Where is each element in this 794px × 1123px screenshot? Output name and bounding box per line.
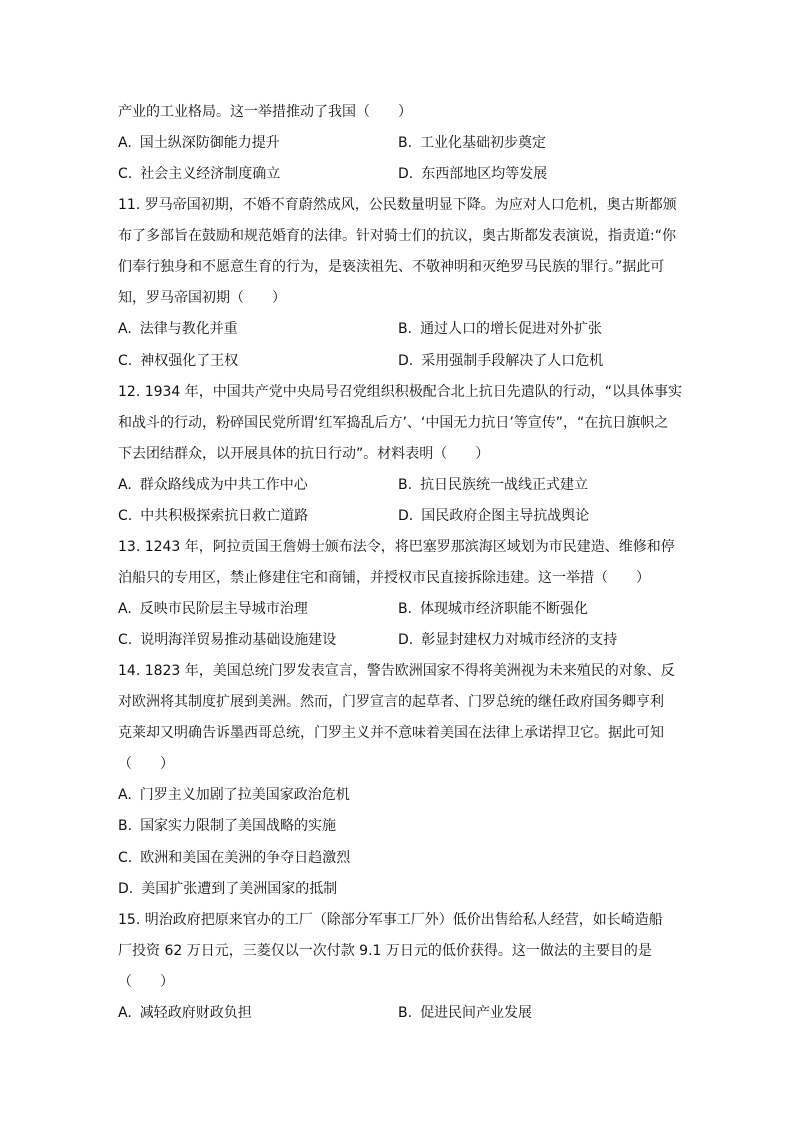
option-letter: A. [118, 787, 132, 804]
answer-option [118, 843, 443, 874]
option-text: 工业化基础初步奠定 [420, 135, 547, 152]
option-text: 美国扩张遭到了美洲国家的抵制 [141, 880, 338, 897]
answer-option [118, 128, 398, 159]
answer-option [398, 501, 678, 532]
option-text: 社会主义经济制度确立 [140, 166, 281, 183]
option-letter: A. [118, 476, 132, 493]
option-letter: D. [398, 632, 414, 649]
option-row [118, 159, 678, 190]
answer-option [398, 594, 678, 625]
answer-option [398, 470, 678, 501]
answer-option [118, 594, 398, 625]
option-text: 抗日民族统一战线正式建立 [420, 476, 589, 493]
question-q10 [118, 97, 678, 190]
answer-option [118, 470, 398, 501]
option-row [118, 470, 678, 501]
question-stem-line: 产业的工业格局。这一举措推动了我国（ ） [118, 104, 412, 120]
option-letter: C. [118, 507, 133, 524]
option-row [118, 811, 678, 842]
answer-option [398, 159, 678, 190]
option-row [118, 594, 678, 625]
option-letter: B. [398, 321, 413, 338]
option-row [118, 625, 678, 656]
option-text: 国民政府企图主导抗战舆论 [421, 507, 590, 524]
answer-option [398, 314, 678, 345]
option-text: 神权强化了王权 [140, 352, 239, 369]
option-text: 国土纵深防御能力提升 [139, 135, 280, 152]
question-stem-line: 对欧洲将其制度扩展到美洲。然而，门罗宣言的起草者、门罗总统的继任政府国务卿亨利 [118, 694, 664, 711]
question-stem-line: 15. 明治政府把原来官办的工厂（除部分军事工厂外）低价出售给私人经营，如长崎造船 [118, 911, 663, 928]
option-letter: D. [398, 166, 414, 183]
option-text: 反映市民阶层主导城市治理 [139, 601, 308, 617]
option-letter: B. [398, 135, 413, 152]
option-text: 国家实力限制了美国战略的实施 [140, 818, 337, 835]
option-text: 彰显封建权力对城市经济的支持 [421, 632, 618, 649]
question-q13 [118, 532, 678, 656]
question-stem-line: 和战斗的行动，粉碎国民党所谓‘红军捣乱后方’、‘中国无力抗日’等宣传”，“在抗日旗帜之 [118, 414, 669, 431]
question-stem-line: 11. 罗马帝国初期，不婚不育蔚然成风，公民数量明显下降。为应对人口危机，奥古斯都颁 [118, 197, 677, 214]
option-letter: C. [118, 352, 133, 369]
option-text: 东西部地区均等发展 [421, 166, 548, 183]
answer-option [118, 501, 398, 532]
option-letter: A. [118, 1004, 132, 1021]
option-text: 体现城市经济职能不断强化 [420, 601, 589, 617]
answer-option [398, 128, 678, 159]
question-stem-line: 克莱却又明确告诉墨西哥总统，门罗主义并不意味着美国在法律上承诺捍卫它。据此可知 [118, 725, 664, 742]
option-row [118, 501, 678, 532]
option-text: 法律与教化并重 [139, 321, 238, 338]
option-letter: B. [398, 476, 413, 493]
option-text: 说明海洋贸易推动基础设施建设 [140, 632, 337, 649]
option-letter: C. [118, 166, 133, 183]
question-q14 [118, 656, 678, 905]
option-letter: B. [398, 1004, 413, 1021]
question-stem-line: 14. 1823 年，美国总统门罗发表宣言，警告欧洲国家不得将美洲视为未来殖民的对象、反 [118, 663, 675, 680]
option-text: 欧洲和美国在美洲的争夺日趋激烈 [140, 849, 351, 866]
question-q12 [118, 377, 683, 532]
answer-option [118, 998, 398, 1029]
option-row [118, 346, 678, 377]
answer-option [398, 346, 678, 377]
question-q11 [118, 190, 678, 376]
option-row [118, 780, 678, 811]
question-q15 [118, 905, 678, 1029]
option-letter: B. [398, 601, 413, 617]
option-row [118, 998, 678, 1029]
question-stem-line: （ ） [118, 973, 174, 990]
answer-option [118, 159, 398, 190]
option-row [118, 843, 678, 874]
option-letter: C. [118, 632, 133, 649]
answer-option [118, 314, 398, 345]
answer-option [118, 346, 398, 377]
option-letter: B. [118, 818, 133, 835]
option-text: 群众路线成为中共工作中心 [139, 476, 308, 493]
option-text: 采用强制手段解决了人口危机 [421, 352, 604, 369]
option-letter: A. [118, 321, 132, 338]
option-letter: D. [118, 880, 134, 897]
option-text: 通过人口的增长促进对外扩张 [420, 321, 603, 338]
option-row [118, 874, 678, 905]
question-stem-line: 泊船只的专用区，禁止修建住宅和商铺，并授权市民直接拆除违建。这一举措（ ） [118, 569, 650, 586]
option-text: 门罗主义加剧了拉美国家政治危机 [139, 787, 350, 804]
answer-option [118, 625, 398, 656]
option-text: 减轻政府财政负担 [139, 1004, 252, 1021]
question-stem-line: 厂投资 62 万日元，三菱仅以一次付款 9.1 万日元的低价获得。这一做法的主要目的是 [118, 942, 652, 959]
answer-option [398, 625, 678, 656]
question-stem-line: 布了多部旨在鼓励和规范婚育的法律。针对骑士们的抗议，奥古斯都发表演说，指责道:“你 [118, 228, 676, 245]
document-page [118, 97, 683, 1029]
option-letter: A. [118, 135, 132, 152]
answer-option [118, 780, 443, 811]
option-letter: D. [398, 352, 414, 369]
option-letter: C. [118, 849, 133, 866]
option-text: 促进民间产业发展 [420, 1004, 533, 1021]
answer-option [118, 874, 443, 905]
question-stem-line: （ ） [118, 756, 174, 773]
option-letter: D. [398, 507, 414, 524]
question-stem-line: 13. 1243 年，阿拉贡国王詹姆士颁布法令，将巴塞罗那滨海区域划为市民建造、维修和停 [118, 538, 675, 555]
question-stem-line: 下去团结群众，以开展具体的抗日行动”。材料表明（ ） [118, 445, 490, 462]
answer-option [398, 998, 678, 1029]
question-stem-line: 12. 1934 年，中国共产党中央局号召党组织积极配合北上抗日先遣队的行动，“以具体事实 [118, 383, 683, 400]
question-stem-line: 知，罗马帝国初期（ ） [118, 290, 286, 307]
option-letter: A. [118, 601, 132, 617]
answer-option [118, 811, 443, 842]
option-row [118, 314, 678, 345]
option-row [118, 128, 678, 159]
question-stem-line: 们奉行独身和不愿意生育的行为，是亵渎祖先、不敬神明和灭绝罗马民族的罪行。”据此可 [118, 259, 665, 276]
option-text: 中共积极探索抗日救亡道路 [140, 507, 309, 524]
